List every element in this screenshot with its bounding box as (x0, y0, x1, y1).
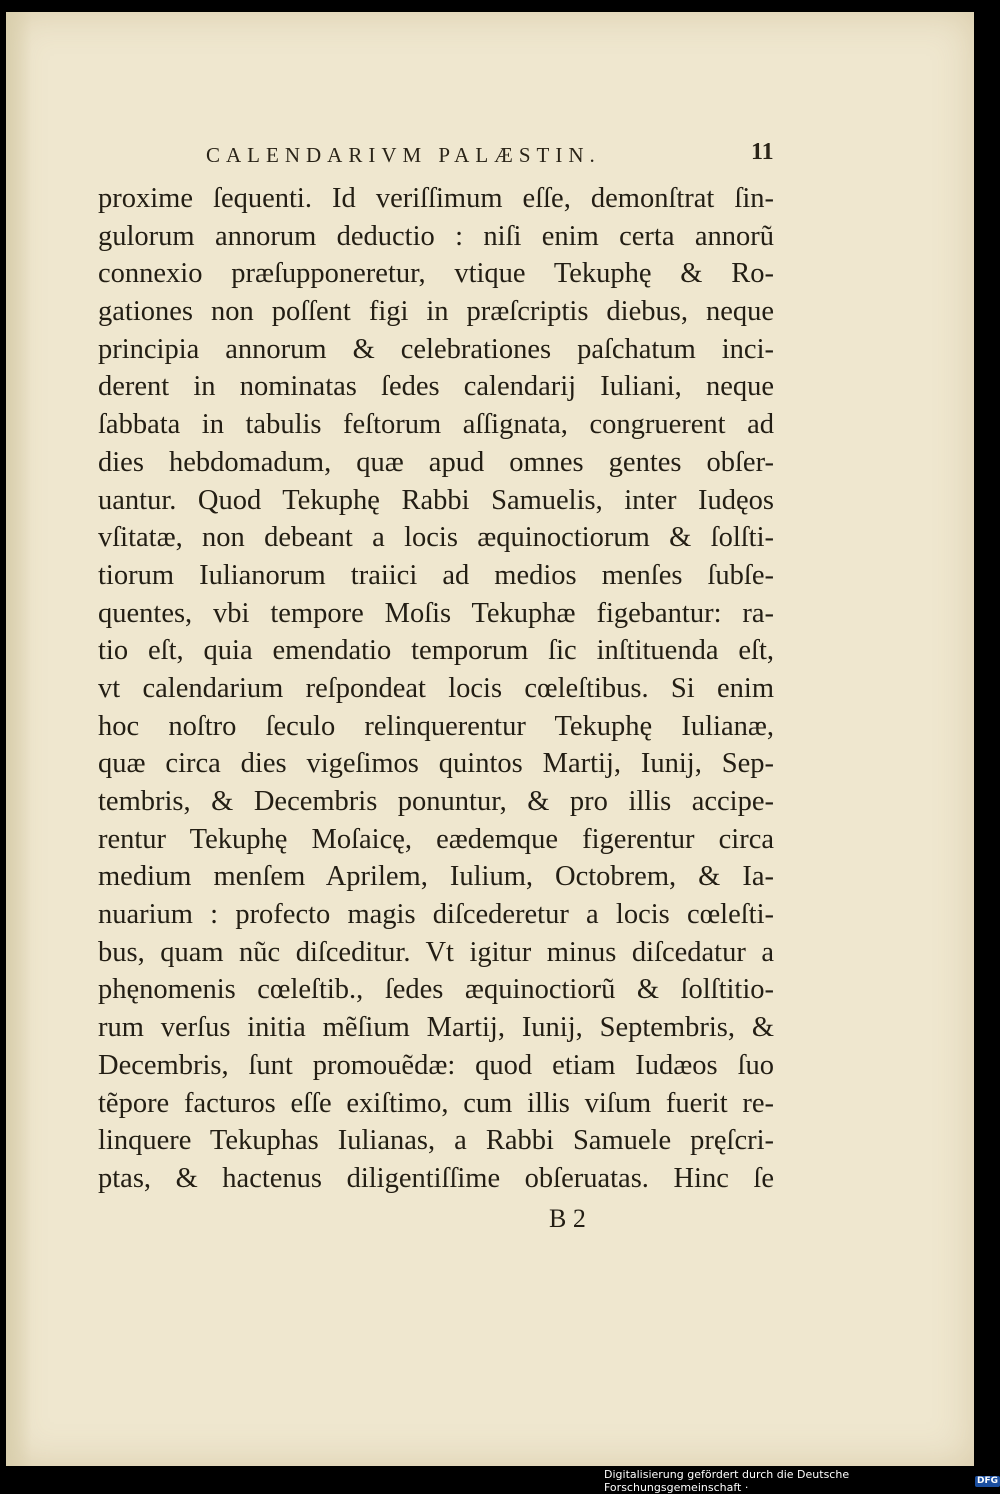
digitization-credit (604, 1468, 1000, 1494)
text-line: connexio præſupponeretur, vtique Tekuphę & Ro- (98, 258, 774, 290)
body-text (98, 180, 774, 1198)
text-line: Decembris, ſunt promouẽdæ: quod etiam Iudæos ſuo (98, 1049, 774, 1081)
text-line: dies hebdomadum, quæ apud omnes gentes obſer- (98, 446, 774, 478)
running-head: CALENDARIVM PALÆSTIN. (206, 143, 601, 167)
text-line: vt calendarium reſpondeat locis cœleſtibus. Si enim (98, 672, 774, 704)
text-line: ſabbata in tabulis feſtorum aſſignata, congruerent ad (98, 409, 774, 441)
text-line: nuarium : profecto magis diſcederetur a locis cœleſti- (98, 899, 774, 931)
text-line: tio eſt, quia emendatio temporum ſic inſtituenda eſt, (98, 635, 774, 667)
text-line: medium menſem Aprilem, Iulium, Octobrem, & Ia- (98, 861, 774, 893)
text-line: tembris, & Decembris ponuntur, & pro illis accipe- (98, 786, 774, 817)
text-line: gulorum annorum deductio : niſi enim certa annorũ (98, 220, 774, 252)
book-page (6, 12, 974, 1466)
text-line: derent in nominatas ſedes calendarij Iuliani, neque (98, 371, 774, 403)
text-line: tẽpore facturos eſſe exiſtimo, cum illis viſum fuerit re- (98, 1087, 774, 1119)
text-line: hoc noſtro ſeculo relinquerentur Tekuphę Iulianæ, (98, 710, 774, 742)
text-line: rum verſus initia mẽſium Martij, Iunij, Septembris, & (98, 1012, 774, 1044)
signature-mark: B 2 (549, 1204, 586, 1233)
text-line: principia annorum & celebrationes paſchatum inci- (98, 333, 774, 365)
text-line: quentes, vbi tempore Moſis Tekuphæ figebantur: ra- (98, 597, 774, 629)
dfg-logo-icon: DFG (976, 1475, 998, 1486)
text-line: gationes non poſſent figi in præſcriptis diebus, neque (98, 296, 774, 328)
text-line: proxime ſequenti. Id veriſſimum eſſe, demonſtrat ſin- (98, 183, 774, 214)
text-line: uantur. Quod Tekuphę Rabbi Samuelis, inter Iudęos (98, 484, 774, 516)
text-line: rentur Tekuphę Moſaicę, eædemque figerentur circa (98, 823, 774, 855)
text-line: vſitatæ, non debeant a locis æquinoctiorum & ſolſti- (98, 522, 774, 554)
text-line: quæ circa dies vigeſimos quintos Martij, Iunij, Sep- (98, 748, 774, 780)
page-gutter (6, 12, 32, 1466)
text-line: ptas, & hactenus diligentiſſime obſeruatas. Hinc ſe (98, 1162, 774, 1194)
credit-text: Digitalisierung gefördert durch die Deutsche Forschungsgemeinschaft · (604, 1468, 850, 1494)
page-number: 11 (751, 139, 774, 165)
text-line: tiorum Iulianorum traiici ad medios menſes ſubſe- (98, 559, 774, 591)
text-line: phęnomenis cœleſtib., ſedes æquinoctiorũ & ſolſtitio- (98, 974, 774, 1006)
text-line: linquere Tekuphas Iulianas, a Rabbi Samuele pręſcri- (98, 1125, 774, 1157)
text-line: bus, quam nũc diſceditur. Vt igitur minus diſcedatur a (98, 936, 774, 968)
